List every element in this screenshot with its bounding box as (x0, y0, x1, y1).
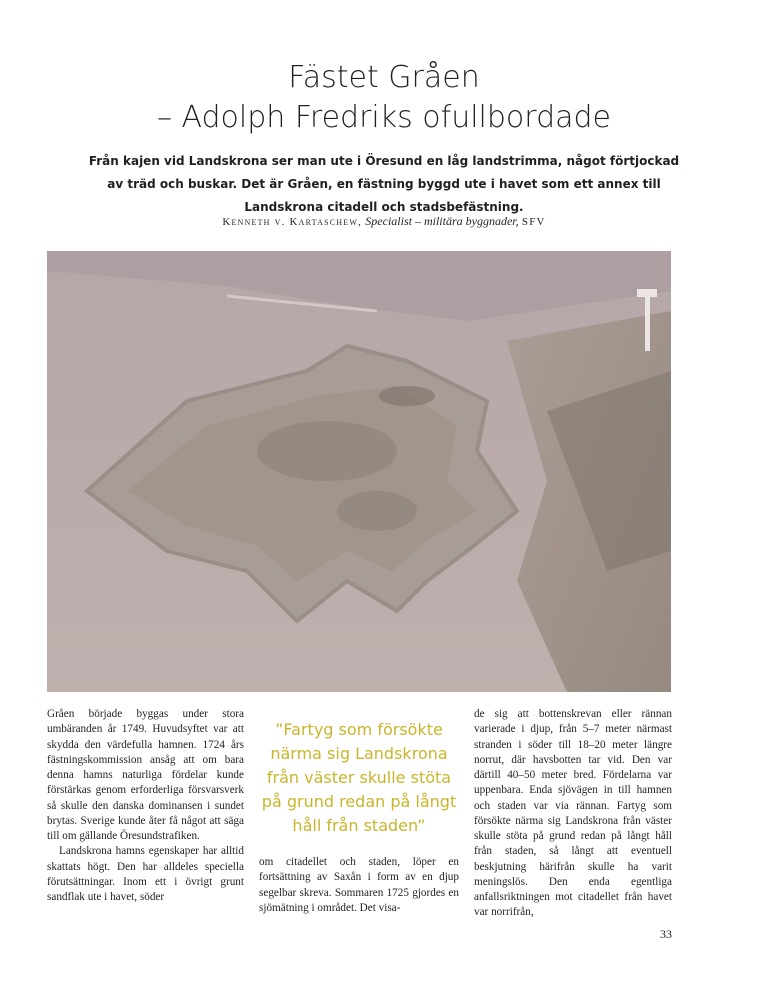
author-name: Kenneth v. Kartaschew, (222, 216, 363, 228)
page-number: 33 (660, 927, 672, 941)
text-column-1 (47, 707, 244, 905)
lead-paragraph: Från kajen vid Landskrona ser man ute i Öresund en låg landstrimma, något förtjockad av träd och buskar. Det är Gråen, en fästning byggd ute i havet som ett annex till Landskrona citadell och stadsbefästning. (88, 154, 680, 214)
pull-quote: ”Fartyg som försökte närma sig Landskrona från väster skulle stöta på grund redan på långt håll från staden” (261, 720, 457, 835)
column1-paragraph-2: Landskrona hamns egenskaper har alltid skattats högt. Den har alldeles speciella förutsättningar. Inom ett i övrigt grunt sandflak ute i havet, söder (47, 845, 244, 903)
column1-paragraph-1: Gråen började byggas under stora umbäranden år 1749. Huvudsyftet var att skydda den värdefulla hamnen. 1724 års fästningskommission ansåg att om bara denna hamns naturliga fördelar kunde förstärkas genom erforderliga försvarsverk så skulle den danska dominansen i sundet brytas. Sverige kunde åter få något att säga till om gällande Öresundstrafiken. (47, 708, 244, 842)
aerial-photo-fortress-icon (47, 251, 671, 692)
author-org: SFV (521, 216, 546, 228)
title-line-2: – Adolph Fredriks ofullbordade (156, 100, 612, 135)
article-title (0, 58, 768, 138)
aerial-photo (47, 251, 671, 692)
column2-paragraph: om citadellet och staden, löper en fortsättning av Saxån i form av en djup segelbar skreva. Sommaren 1725 gjordes en sjömätning i området. Det visa- (259, 856, 459, 914)
column3-paragraph: de sig att bottenskrevan eller rännan varierade i djup, från 5–7 meter närmast stranden i söder till 18–20 meter längre norrut, där havsbotten tar vid. Den var därtill 40–50 meter bred. Fördelarna var uppenbara. Enda sjövägen in till hamnen och staden var via rännan. Fartyg som försökte närma sig Landskrona från väster skulle stöta på grund redan på långt håll från staden, så långt att eventuell beskjutning härifrån skulle ha varit meningslös. Den enda egentliga anfallsriktningen mot citadellet från havet var norrifrån, (474, 708, 672, 919)
text-column-3 (474, 707, 672, 921)
author-role: Specialist – militära byggnader, (365, 214, 519, 228)
text-column-2 (259, 855, 459, 916)
byline (0, 214, 768, 229)
title-line-1: Fästet Gråen (288, 60, 480, 95)
